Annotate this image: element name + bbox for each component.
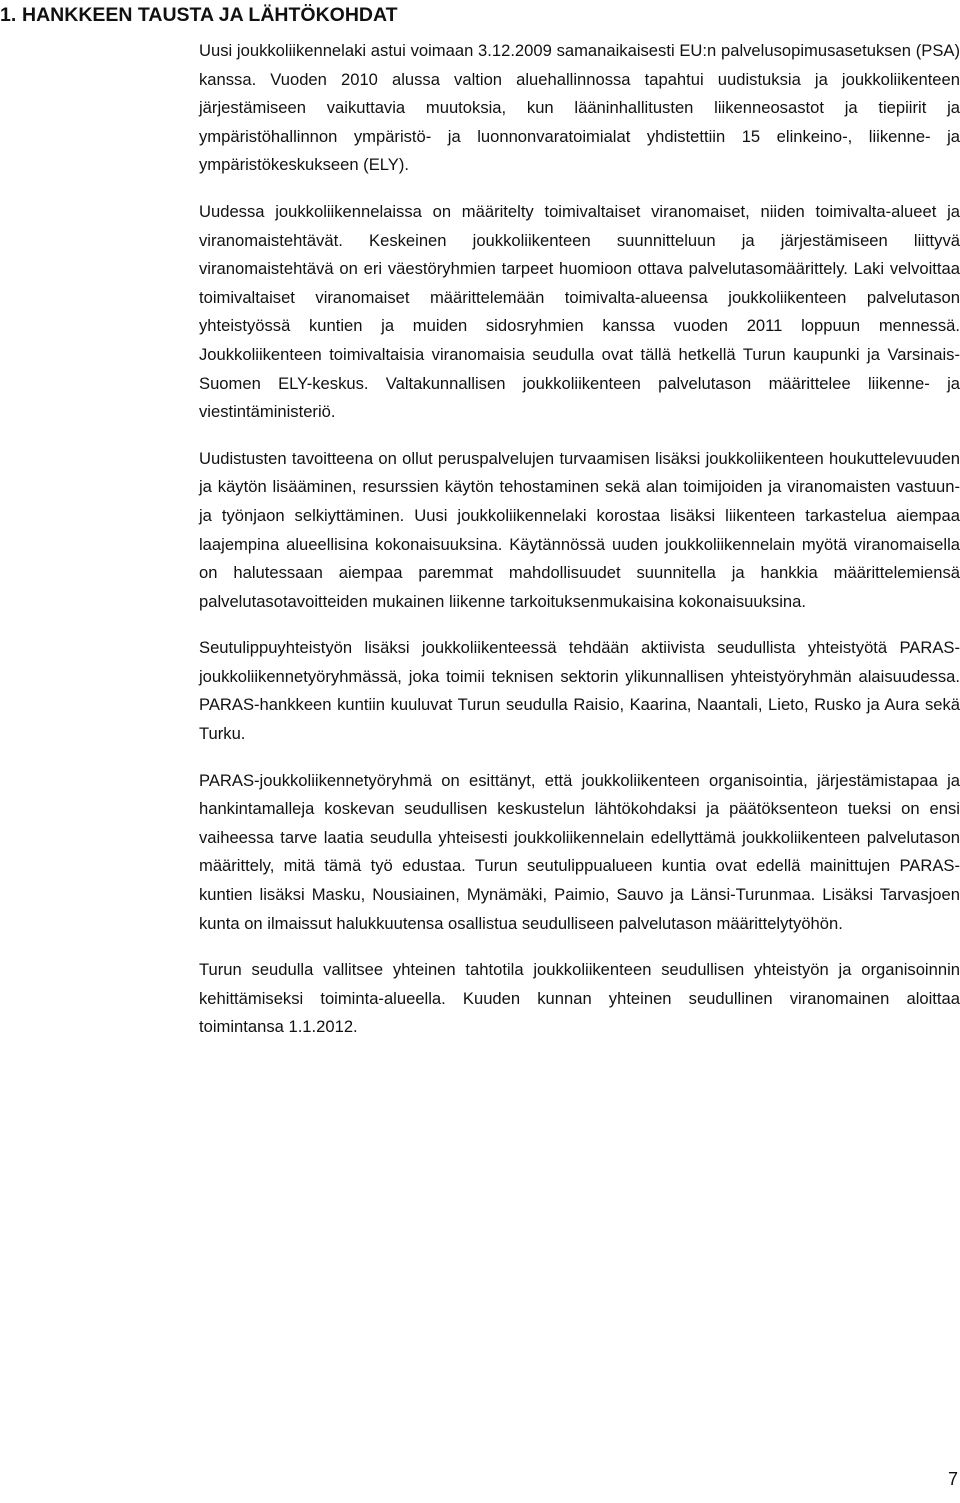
section-title: HANKKEEN TAUSTA JA LÄHTÖKOHDAT bbox=[22, 4, 398, 26]
paragraph-6: Turun seudulla vallitsee yhteinen tahtotila joukkoliikenteen seudullisen yhteistyön ja organisoinnin kehittämiseksi toiminta-alueella. Kuuden kunnan yhteinen seudullinen viranomainen aloittaa toimintansa 1.1.2012. bbox=[199, 960, 960, 1037]
paragraph-3: Uudistusten tavoitteena on ollut peruspalvelujen turvaamisen lisäksi joukkoliikenteen houkuttelevuuden ja käytön lisääminen, resurssien käytön tehostaminen sekä alan toimijoiden ja viranomaisten vastuun- ja työnjaon selkiyttäminen. Uusi joukkoliikennelaki korostaa lisäksi liikenteen tarkastelua aiempaa laajempina alueellisina kokonaisuuksina. Käytännössä uuden joukkoliikennelain myötä viranomaisella on halutessaan aiempaa paremmat mahdollisuudet suunnitella ja hankkia määrittelemiensä palvelutasotavoitteiden mukainen liikenne tarkoituksenmukaisina kokonaisuuksina. bbox=[199, 448, 960, 611]
page-number: 7 bbox=[947, 1469, 958, 1489]
section-number: 1. bbox=[0, 4, 17, 26]
section-body bbox=[199, 37, 960, 1060]
paragraph-2: Uudessa joukkoliikennelaissa on määritelty toimivaltaiset viranomaiset, niiden toimivalta-alueet ja viranomaistehtävät. Keskeinen joukkoliikenteen suunnitteluun ja järjestämiseen liittyvä viranomaistehtävä on eri väestöryhmien tarpeet huomioon ottava palvelutasomäärittely. Laki velvoittaa toimivaltaiset viranomaiset määrittelemään toimivalta-alueensa joukkoliikenteen palvelutason yhteistyössä kuntien ja muiden sidosryhmien kanssa vuoden 2011 loppuun mennessä. Joukkoliikenteen toimivaltaisia viranomaisia seudulla ovat tällä hetkellä Turun kaupunki ja Varsinais-Suomen ELY-keskus. Valtakunnallisen joukkoliikenteen palvelutason määrittelee liikenne- ja viestintäministeriö. bbox=[199, 201, 960, 422]
paragraph-1: Uusi joukkoliikennelaki astui voimaan 3.12.2009 samanaikaisesti EU:n palvelusopimusasetuksen (PSA) kanssa. Vuoden 2010 alussa valtion aluehallinnossa tapahtui uudistuksia ja joukkoliikenteen järjestämiseen vaikuttavia muutoksia, kun lääninhallitusten liikenneosastot ja tiepiirit ja ympäristöhallinnon ympäristö- ja luonnonvaratoimialat yhdistettiin 15 elinkeino-, liikenne- ja ympäristökeskukseen (ELY). bbox=[199, 41, 960, 175]
paragraph-5: PARAS-joukkoliikennetyöryhmä on esittänyt, että joukkoliikenteen organisointia, järjestämistapaa ja hankintamalleja koskevan seudullisen keskustelun lähtökohdaksi ja päätöksenteon tueksi on ensi vaiheessa tarve laatia seudulla yhteisesti joukkoliikennelain edellyttämä joukkoliikenteen palvelutason määrittely, mitä tämä työ edustaa. Turun seutulippualueen kuntia ovat edellä mainittujen PARAS-kuntien lisäksi Masku, Nousiainen, Mynämäki, Paimio, Sauvo ja Länsi-Turunmaa. Lisäksi Tarvasjoen kunta on ilmaissut halukkuutensa osallistua seudulliseen palvelutason määrittelytyöhön. bbox=[199, 770, 960, 933]
section-heading bbox=[0, 2, 398, 28]
paragraph-4: Seutulippuyhteistyön lisäksi joukkoliikenteessä tehdään aktiivista seudullista yhteistyötä PARAS-joukkoliikennetyöryhmässä, joka toimii teknisen sektorin ylikunnallisen yhteistyöryhmän alaisuudessa. PARAS-hankkeen kuntiin kuuluvat Turun seudulla Raisio, Kaarina, Naantali, Lieto, Rusko ja Aura sekä Turku. bbox=[199, 638, 960, 744]
